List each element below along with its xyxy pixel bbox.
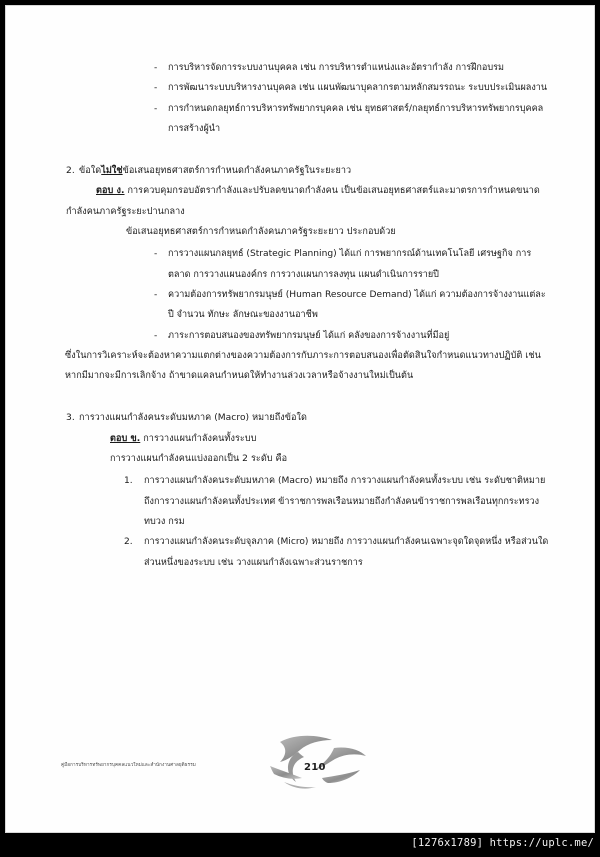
question-block-3 [6,408,594,572]
list-item-text: การกำหนดกลยุทธ์การบริหารทรัพยากรบุคคล เช่น ยุทธศาสตร์/กลยุทธ์การบริหารทรัพยากรบุคคล การสร้างผู้นำ [168,103,544,134]
list-item-text: การพัฒนาระบบบริหารงานบุคคล เช่น แผนพัฒนาบุคลากรตามหลักสมรรถนะ ระบบประเมินผลงาน [168,83,548,94]
dash-bullet-icon: - [154,289,158,300]
list-item-text: การวางแผนกลยุทธ์ (Strategic Planning) ได้แก่ การพยากรณ์ด้านเทคโนโลยี เศรษฐกิจ การตลาด การวางแผนองค์กร การวางแผนการลงทุน แผนดำเนินการรายปี [168,249,532,280]
question-2-emphasis: ไม่ใช่ [101,166,123,177]
answer-3-text: การวางแผนกำลังคนทั้งระบบ [143,433,257,444]
list-item-number: 1. [124,476,133,487]
swirl-flame-emblem-icon [264,732,368,790]
answer-2-paragraph [66,181,550,222]
question-3-text: การวางแผนกำลังคนระดับมหภาค (Macro) หมายถึงข้อใด [79,413,307,424]
question-2-number: 2. [66,166,75,177]
list-item-number: 2. [124,537,133,548]
dash-bullet-icon: - [154,63,158,73]
section-spacer [6,139,594,161]
list-item-text: การวางแผนกำลังคนระดับมหภาค (Macro) หมายถึง การวางแผนกำลังคนทั้งระบบ เช่น ระดับชาติหมายถึงการวางแผนกำลังคนทั้งประเทศ ข้าราชการพลเรือนหมายถึงกำลังคนข้าราชการพลเรือนทุกกระทรวง ทบวง กรม [144,476,546,527]
footer-caption-text: คู่มือการบริหารทรัพยากรบุคคลแนวใหม่และสำนักงานศาลยุติธรรม [61,763,196,768]
question-3-line [66,408,550,428]
answer-2-label: ตอบ ง. [96,186,125,197]
question-2-text [79,161,550,181]
document-body [6,6,594,573]
section-spacer [6,386,594,408]
list-item [154,99,552,140]
question-2-suffix: ข้อเสนอยุทธศาสตร์การกำหนดกำลังคนภาครัฐในระยะยาว [122,166,352,177]
list-item [124,532,550,573]
question-block-2 [6,161,594,386]
list-item-text: ภาระการตอบสนองของทรัพยากรมนุษย์ ได้แก่ คลังของการจ้างงานที่มีอยู่ [168,330,450,341]
question-2-closing-paragraph: ซึ่งในการวิเคราะห์จะต้องหาความแตกต่างของความต้องการกับภาระการตอบสนองเพื่อตัดสินใจกำหนดแนวทางปฏิบัติ เช่น หากมีมากจะมีการเลิกจ้าง ถ้าขาดแคลนกำหนดให้ทำงานล่วงเวลาหรือจ้างงานใหม่เป็นต้น [65,350,541,382]
list-item [154,244,550,285]
dash-bullet-icon: - [154,249,158,260]
list-item-text: การวางแผนกำลังคนระดับจุลภาค (Micro) หมายถึง การวางแผนกำลังคนเฉพาะจุดใดจุดหนึ่ง หรือส่วนใดส่วนหนึ่งของระบบ เช่น วางแผนกำลังเฉพาะส่วนราชการ [144,537,549,568]
question-2-line [66,161,550,181]
list-item [124,471,550,532]
dash-bullet-icon: - [154,103,158,114]
scanned-page-sheet [5,5,595,833]
answer-3-paragraph [66,429,550,449]
watermark-text: [1276x1789] https://uplc.me/ [411,837,594,849]
page-footer [6,734,594,794]
question-3-number: 3. [66,413,75,424]
answer-3-label: ตอบ ข. [110,433,141,444]
list-item-text: ความต้องการทรัพยากรมนุษย์ (Human Resource Demand) ได้แก่ ความต้องการจ้างงานแต่ละปี จำนวน ทักษะ ลักษณะของงานอาชีพ [168,289,546,321]
question-3-numbered-list [66,469,550,572]
dash-bullet-icon: - [154,83,158,94]
list-item [154,326,550,346]
watermark-bar [0,833,600,857]
question-2-bullets [66,242,550,345]
list-item [154,58,552,78]
question-2-prefix: ข้อใด [79,166,102,177]
page-number: 210 [304,762,326,773]
answer-2-text: การควบคุมกรอบอัตรากำลังและปรับลดขนาดกำลังคน เป็นข้อเสนอยุทธศาสตร์และมาตรการกำหนดขนาดกำลังคนภาครัฐระยะปานกลาง [66,186,540,217]
list-item [154,285,550,326]
list-item-text: การบริหารจัดการระบบงานบุคคล เช่น การบริหารตำแหน่งและอัตรากำลัง การฝึกอบรม [168,63,505,73]
top-continuation-list [6,58,594,139]
question-2-lead-in-text: ข้อเสนอยุทธศาสตร์การกำหนดกำลังคนภาครัฐระยะยาว ประกอบด้วย [126,227,396,238]
dash-bullet-icon: - [154,330,158,341]
question-2-lead-in [66,222,550,242]
question-3-lead-in: การวางแผนกำลังคนแบ่งออกเป็น 2 ระดับ คือ [110,454,288,465]
list-item [154,78,552,98]
